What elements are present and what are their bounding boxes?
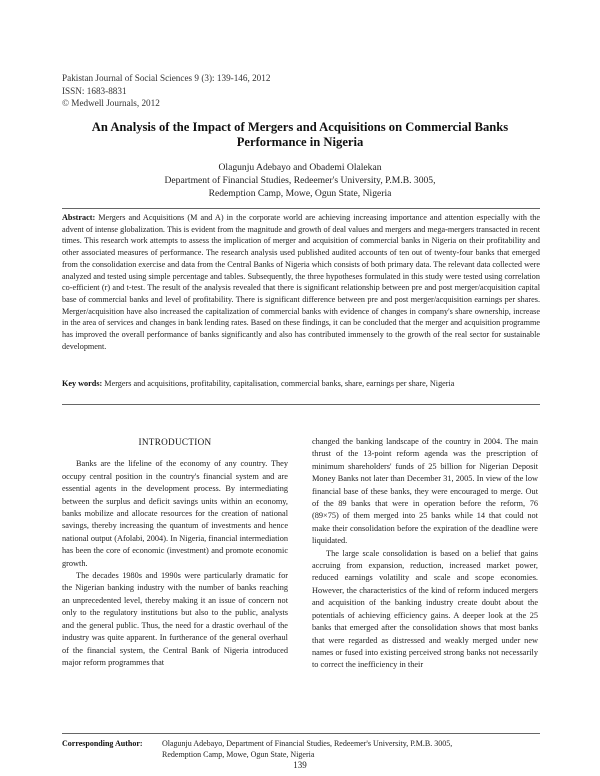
page-number: 139	[293, 760, 307, 770]
journal-issn: ISSN: 1683-8831	[62, 85, 127, 96]
keywords	[62, 378, 540, 390]
footer-rule	[62, 733, 540, 734]
corresponding-author	[62, 738, 540, 760]
intro-paragraph-1: Banks are the lifeline of the economy of any country. They occupy central position in the country's financial system and are essential agents in the development process. By intermediating between the surplus and deficit savings units within an economy, banks mobilize and allocate resources for the creation of national savings, thereby increasing the quantum of investments and hence national output (Afolabi, 2004). In Nigeria, financial intermediation has been the core of economic (investment) and promote economic growth.	[62, 459, 288, 568]
journal-copyright: © Medwell Journals, 2012	[62, 98, 160, 108]
abstract-text: Mergers and Acquisitions (M and A) in the corporate world are achieving increasing importance and attention especially with the advent of intense globalization. This is evident from the magnitude and growth of deal values and mergers and mega-mergers transacted in recent times. This research work attempts to assess the implication of merger and acquisition of commercial banks in Nigeria on their profitability and other associated measures of performance. The research analysis used published audited accounts of ten out of twenty-four banks that emerged from the consolidation exercise and data from the Central Banks of Nigeria which consists of both primary data. The relevant data collected were analyzed and tested using simple percentage and tables. Subsequently, the three hypotheses formulated in this study were tested using correlation co-efficient (r) and t-test. The result of the analysis revealed that there is significant relationship between pre and post merger/acquisition capital base of commercial banks and level of profitability. There is significant difference between pre and post merger/acquisition earnings per shares. Merger/acquisition have also increased the capitalization of commercial banks with evidence of changes in company's share ownership, increase in the area of services and changes in bank lending rates. Based on these findings, it can be concluded that the merger and acquisition programme has improved the overall performance of banks significantly and also has contributed immensely to the growth of the real sector for sustainable development.	[62, 213, 540, 351]
journal-header	[62, 72, 270, 110]
intro-paragraph-4: The large scale consolidation is based on a belief that gains accruing from expansion, reduction, increased market power, reduced earnings volatility and scale and scope economies. However, the characteristics of the kind of reform induced mergers and acquisition of the banking industry create doubt about the potentials of achieving efficiency gains. A deeper look at the 25 banks that emerged after the consolidation shows that most banks that were regarded as distressed and weakly merged under new names or fused into existing perceived strong banks not necessarily to correct the inefficiency in their	[312, 548, 538, 670]
author-affiliation-line-2: Redemption Camp, Mowe, Ogun State, Nigeria	[208, 188, 392, 199]
keywords-label: Key words:	[62, 379, 103, 388]
corresponding-author-label: Corresponding Author:	[62, 739, 143, 748]
abstract-label: Abstract:	[62, 213, 96, 222]
right-column	[312, 436, 538, 672]
introduction-heading: INTRODUCTION	[138, 437, 212, 447]
left-column	[62, 420, 288, 669]
keywords-text: Mergers and acquisitions, profitability, capitalisation, commercial banks, share, earnings per share, Nigeria	[104, 379, 455, 388]
intro-paragraph-2: The decades 1980s and 1990s were particularly dramatic for the Nigerian banking industry with the number of banks reaching an unprecedented level, thereby making it an issue of concern not only to the regulatory institutions but also to the public, analysts and the general public. Thus, the need for a drastic overhaul of the industry was quite apparent. In furtherance of the general overhaul of the financial system, the Central Bank of Nigeria introduced major reform programmes that	[62, 571, 288, 667]
intro-paragraph-3: changed the banking landscape of the country in 2004. The main thrust of the 13-point reform agenda was the prescription of minimum shareholders' funds of 25 billion for Nigerian Deposit Money Banks not later than December 31, 2005. In view of the low financial base of these banks, they were encouraged to merge. Out of the 89 banks that were in operation before the reform, 76 (89×75) of them merged into 25 banks while 14 that could not make their consolidation before the expiration of the deadline were liquidated.	[312, 437, 538, 546]
keywords-bottom-rule	[62, 404, 540, 405]
author-block	[80, 161, 520, 200]
paper-title: An Analysis of the Impact of Mergers and Acquisitions on Commercial Banks Performance in Nigeria	[91, 120, 509, 149]
author-names: Olagunju Adebayo and Obademi Olalekan	[218, 162, 382, 173]
corresponding-author-line-2: Redemption Camp, Mowe, Ogun State, Nigeria	[162, 750, 315, 759]
corresponding-author-line-1: Olagunju Adebayo, Department of Financial Studies, Redeemer's University, P.M.B. 3005,	[162, 739, 453, 748]
abstract	[62, 212, 540, 352]
journal-citation: Pakistan Journal of Social Sciences 9 (3): 139-146, 2012	[62, 73, 271, 83]
author-affiliation-line-1: Department of Financial Studies, Redeemer's University, P.M.B. 3005,	[164, 175, 436, 186]
abstract-top-rule	[62, 208, 540, 209]
